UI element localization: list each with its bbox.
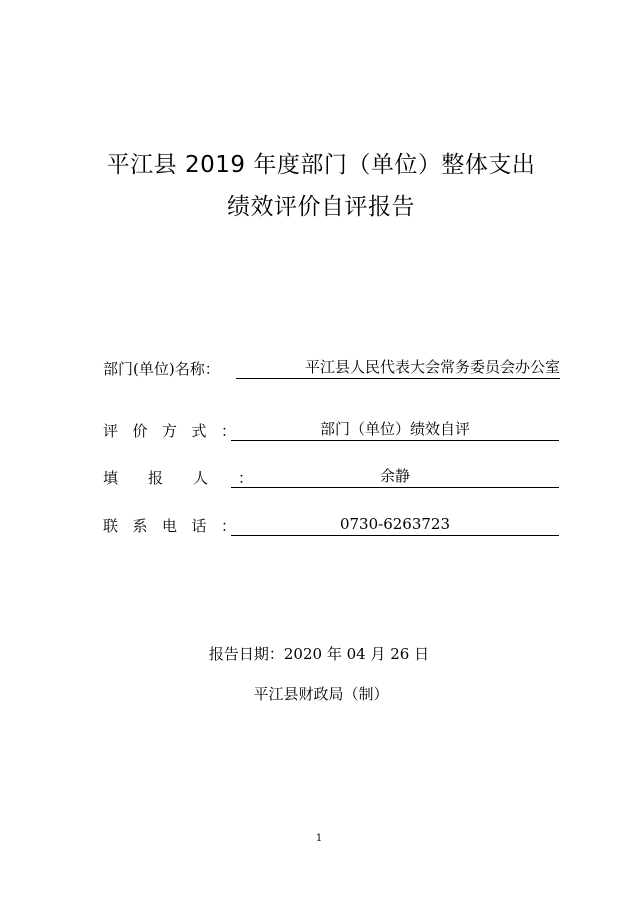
field-evaluation-method-label: 评价方式： [103,422,251,440]
field-department-label: 部门(单位)名称： [103,360,220,378]
report-title-line2: 绩效评价自评报告 [227,194,415,220]
field-evaluation-method-value: 部门（单位）绩效自评 [231,420,559,441]
issuer: 平江县财政局（制） [253,685,389,703]
field-phone-value: 0730-6263723 [231,515,559,536]
report-title-line1: 平江县 2019 年度部门（单位）整体支出 [106,152,536,178]
field-department-value: 平江县人民代表大会常务委员会办公室 [236,358,560,379]
field-reporter-label: 填报人： [103,469,284,487]
field-phone-label: 联系电话： [103,517,251,535]
page-number: 1 [315,833,323,844]
field-reporter-value: 余静 [231,467,559,488]
report-date: 报告日期：2020 年 04 月 26 日 [208,645,430,663]
